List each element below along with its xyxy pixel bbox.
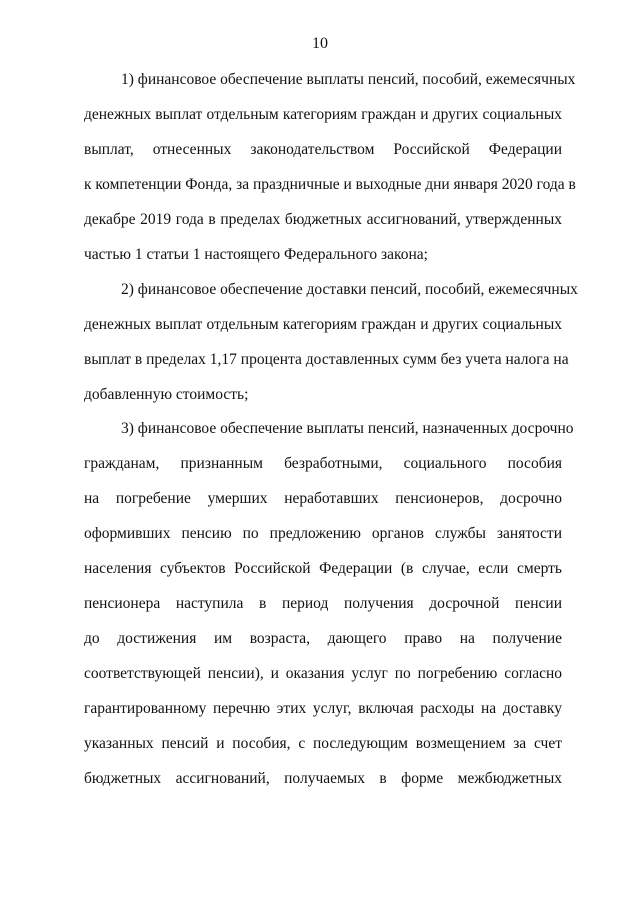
- paragraph-line: населения субъектов Российской Федерации (в случае, если смерть: [84, 560, 562, 577]
- paragraph-line: выплат в пределах 1,17 процента доставленных сумм без учета налога на: [84, 351, 569, 368]
- page-number: 10: [312, 35, 328, 52]
- paragraph-line: 3) финансовое обеспечение выплаты пенсий, назначенных досрочно: [121, 420, 574, 437]
- paragraph-line: гарантированному перечню этих услуг, включая расходы на доставку: [84, 700, 562, 717]
- paragraph-line: денежных выплат отдельным категориям граждан и других социальных: [84, 316, 562, 333]
- paragraph-line: соответствующей пенсии), и оказания услуг по погребению согласно: [84, 665, 562, 682]
- paragraph-line: указанных пенсий и пособия, с последующим возмещением за счет: [84, 735, 562, 752]
- paragraph-line: 1) финансовое обеспечение выплаты пенсий, пособий, ежемесячных: [121, 71, 576, 88]
- paragraph-line: на погребение умерших неработавших пенсионеров, досрочно: [84, 490, 562, 507]
- paragraph-line: добавленную стоимость;: [84, 386, 249, 403]
- paragraph-line: выплат, отнесенных законодательством Российской Федерации: [84, 141, 562, 158]
- paragraph-line: оформивших пенсию по предложению органов службы занятости: [84, 525, 562, 542]
- paragraph-line: частью 1 статьи 1 настоящего Федерального закона;: [84, 246, 428, 263]
- paragraph-line: 2) финансовое обеспечение доставки пенсий, пособий, ежемесячных: [121, 281, 578, 298]
- paragraph-line: декабре 2019 года в пределах бюджетных ассигнований, утвержденных: [84, 211, 562, 228]
- paragraph-line: гражданам, признанным безработными, социального пособия: [84, 455, 562, 472]
- paragraph-line: бюджетных ассигнований, получаемых в форме межбюджетных: [84, 770, 562, 787]
- paragraph-line: пенсионера наступила в период получения досрочной пенсии: [84, 595, 562, 612]
- paragraph-line: к компетенции Фонда, за праздничные и выходные дни января 2020 года в: [84, 176, 576, 193]
- paragraph-line: до достижения им возраста, дающего право на получение: [84, 630, 562, 647]
- paragraph-line: денежных выплат отдельным категориям граждан и других социальных: [84, 106, 562, 123]
